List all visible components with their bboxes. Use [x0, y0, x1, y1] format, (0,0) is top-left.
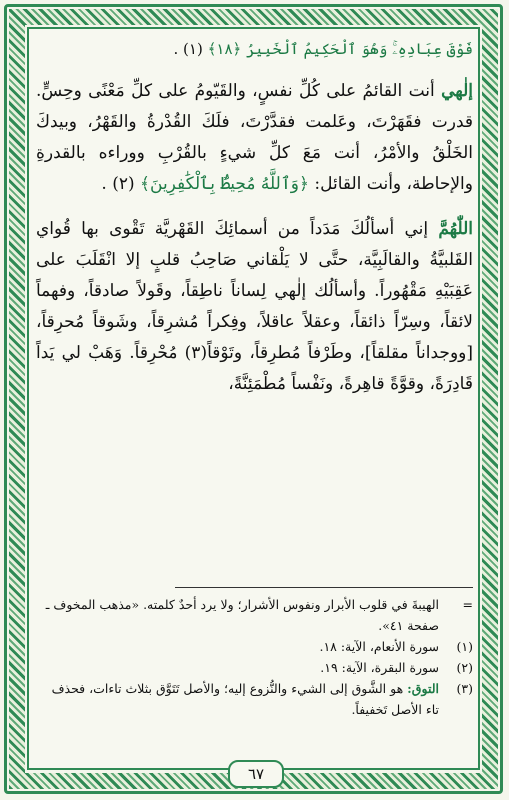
footnote-mark: =	[462, 597, 473, 612]
footnote-ref: (٢) .	[101, 174, 135, 194]
footnote-text: سورة الأنعام، الآية: ١٨.	[319, 639, 439, 654]
main-text	[36, 36, 473, 414]
footnote-1	[36, 636, 473, 657]
quran-quote: ﴿وَٱللَّهُ مُحِيطٌۢ بِٱلْكَٰفِرِينَ﴾	[140, 174, 309, 194]
paragraph-text: إني أسألُكَ مَدَداً من أسمائِكَ القَهْريَّة تَقْوى بها قُواي القَلبيَّةُ والقالَبِيَّة، حتَّى لا يَلْقاني صَاحِبُ قلبٍ إلا انْقَلَبَ على عَقِبَيْهِ مَقْهُوراً. وأسألُك إلٰهي لِساناً ناطِقاً، وقَولاً صادقاً، وفهماً لائقاً، وسِرّاً ذائقاً، وعقلاً عاقلاً، وفِكراً مُشرِقاً، وشَوقاً مُحرِقاً، [ووجداناً مقلقاً]، وطَرْفاً مُطرِقاً، وتَوْقاً(٣) مُحْرِقاً. وَهَبْ لي يَداً قَادِرَةً، وقوَّةً قاهِرةً، ونَفْساً مُطْمَئِنَّةً،	[36, 219, 473, 394]
paragraph-lead-word: اللّٰهُمَّ	[438, 219, 473, 239]
paragraph-1	[36, 76, 473, 200]
paragraph-2	[36, 214, 473, 400]
verse-continuation	[36, 36, 473, 62]
paragraph-text: أنت القائمُ على كُلِّ نفسٍ، والقَيّومُ على كلِّ مَعْنًى وحِسٍّ. قدرت فقَهَرْتَ، وعَلمت فقدَّرْتَ، فلَكَ القُدْرةُ والقَهْرُ، وبيدكَ الخَلْقُ والأمْرُ، أنت مَعَ كلِّ شيءٍ بالقُرْبِ ووراءه بالقدرةِ والإحاطة، وأنت القائل:	[36, 81, 473, 194]
footnote-ref: (١) .	[173, 40, 203, 58]
page-number: ٦٧	[228, 760, 284, 788]
footnote-text: سورة البقرة، الآية: ١٩.	[320, 660, 439, 675]
footnote-number: (٢)	[456, 660, 473, 675]
footnote-text: الهيبةَ في قلوب الأبرار ونفوس الأشرار؛ ولا يرد أحدٌ كلمته. «مذهب المخوف ـ صفحة ٤١».	[45, 597, 439, 633]
footnote-text: هو الشَّوق إلى الشيء والنُّزوع إليه؛ والأصل تَتَوَّق بثلاث تاءات، فحذف تاء الأصل تَخفيفاً.	[51, 681, 439, 717]
footnote-continued	[36, 594, 473, 636]
footnote-separator	[175, 587, 473, 588]
footnote-3	[36, 678, 473, 720]
footnote-2	[36, 657, 473, 678]
footnote-number: (١)	[456, 639, 473, 654]
paragraph-lead-word: إلٰهي	[441, 81, 474, 101]
quran-verse: فَوْقَ عِبَادِهِۦۚ وَهُوَ ٱلْحَكِيمُ ٱلْخَبِيرُ ﴿١٨﴾	[207, 40, 473, 58]
footnote-term: التوق:	[407, 681, 439, 696]
footnote-number: (٣)	[456, 681, 473, 696]
footnotes	[36, 594, 473, 720]
